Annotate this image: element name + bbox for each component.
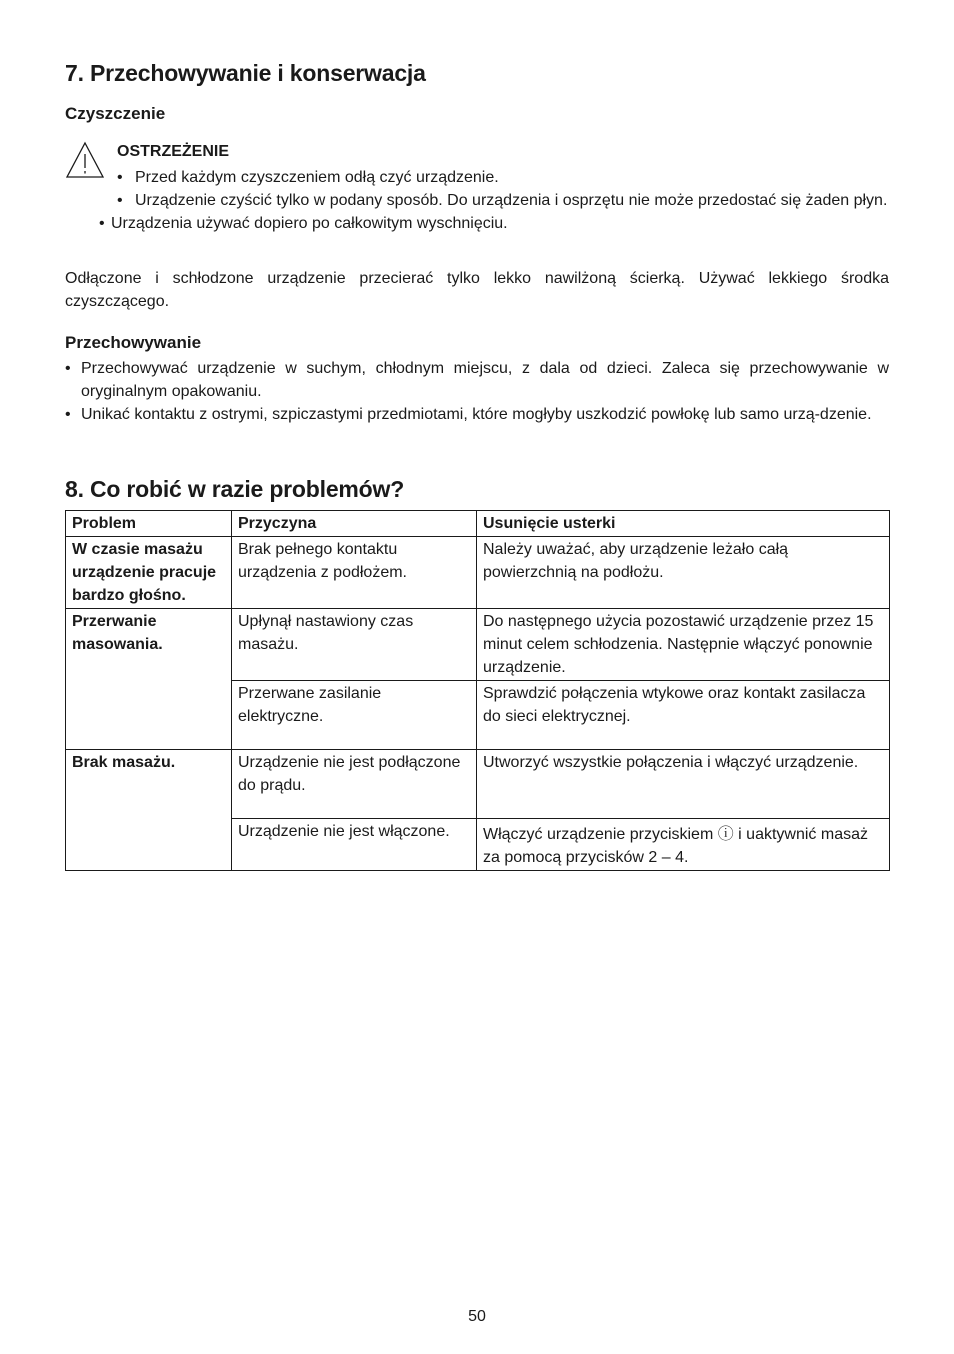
storage-item: • Unikać kontaktu z ostrymi, szpiczastymi przedmiotami, które mogłyby uszkodzić powłokę lub samo urzą-dzenie. (65, 406, 872, 423)
cell-fix: Utworzyć wszystkie połączenia i włączyć urządzenie. (477, 750, 890, 819)
header-fix: Usunięcie usterki (477, 511, 890, 537)
warning-title: OSTRZEŻENIE (117, 143, 230, 160)
cell-problem: Brak masażu. (66, 750, 232, 819)
cell-fix: Należy uważać, aby urządzenie leżało całą powierzchnią na podłożu. (477, 537, 890, 609)
header-cause: Przyczyna (232, 511, 477, 537)
cell-cause: Brak pełnego kontaktu urządzenia z podłożem. (232, 537, 477, 609)
warning-item: • Urządzenie czyścić tylko w podany sposób. Do urządzenia i osprzętu nie może przedostać się żaden płyn. (117, 192, 888, 209)
storage-heading: Przechowywanie (65, 333, 202, 352)
header-problem: Problem (66, 511, 232, 537)
cell-fix: Do następnego użycia pozostawić urządzenie przez 15 minut celem schłodzenia. Następnie włączyć ponownie urządzenie. (477, 609, 890, 681)
cell-problem (66, 819, 232, 871)
table-row (66, 819, 890, 871)
table-row (66, 609, 890, 681)
warning-list (99, 166, 889, 235)
cell-fix: Sprawdzić połączenia wtykowe oraz kontakt zasilacza do sieci elektrycznej. (477, 681, 890, 750)
warning-triangle-icon (65, 140, 105, 180)
troubleshooting-table (65, 510, 890, 871)
cell-cause: Urządzenie nie jest włączone. (232, 819, 477, 871)
section-8-title: 8. Co robić w razie problemów? (65, 476, 405, 502)
cell-problem (66, 681, 232, 750)
table-header-row (66, 511, 890, 537)
section-7-title: 7. Przechowywanie i konserwacja (65, 60, 426, 86)
storage-item: • Przechowywać urządzenie w suchym, chłodnym miejscu, z dala od dzieci. Zaleca się przechowywanie w oryginalnym opakowaniu. (65, 360, 889, 400)
cleaning-heading: Czyszczenie (65, 104, 166, 123)
cleaning-paragraph: Odłączone i schłodzone urządzenie przecierać tylko lekko nawilżoną ścierką. Używać lekkiego środka czyszczącego. (65, 270, 889, 310)
cell-cause: Urządzenie nie jest podłączone do prądu. (232, 750, 477, 819)
cell-problem: W czasie masażu urządzenie pracuje bardzo głośno. (66, 537, 232, 609)
page-number: 50 (468, 1308, 486, 1325)
warning-item: • Urządzenia używać dopiero po całkowitym wyschnięciu. (99, 215, 508, 232)
cell-cause: Przerwane zasilanie elektryczne. (232, 681, 477, 750)
warning-item: • Przed każdym czyszczeniem odłą czyć urządzenie. (117, 169, 499, 186)
cell-problem: Przerwanie masowania. (66, 609, 232, 681)
cell-cause: Upłynął nastawiony czas masażu. (232, 609, 477, 681)
table-row (66, 750, 890, 819)
table-row (66, 537, 890, 609)
storage-list (65, 357, 889, 426)
cell-fix: Włączyć urządzenie przyciskiem ⓘ i uaktywnić masaż za pomocą przycisków 2 – 4. (477, 819, 890, 871)
table-row (66, 681, 890, 750)
